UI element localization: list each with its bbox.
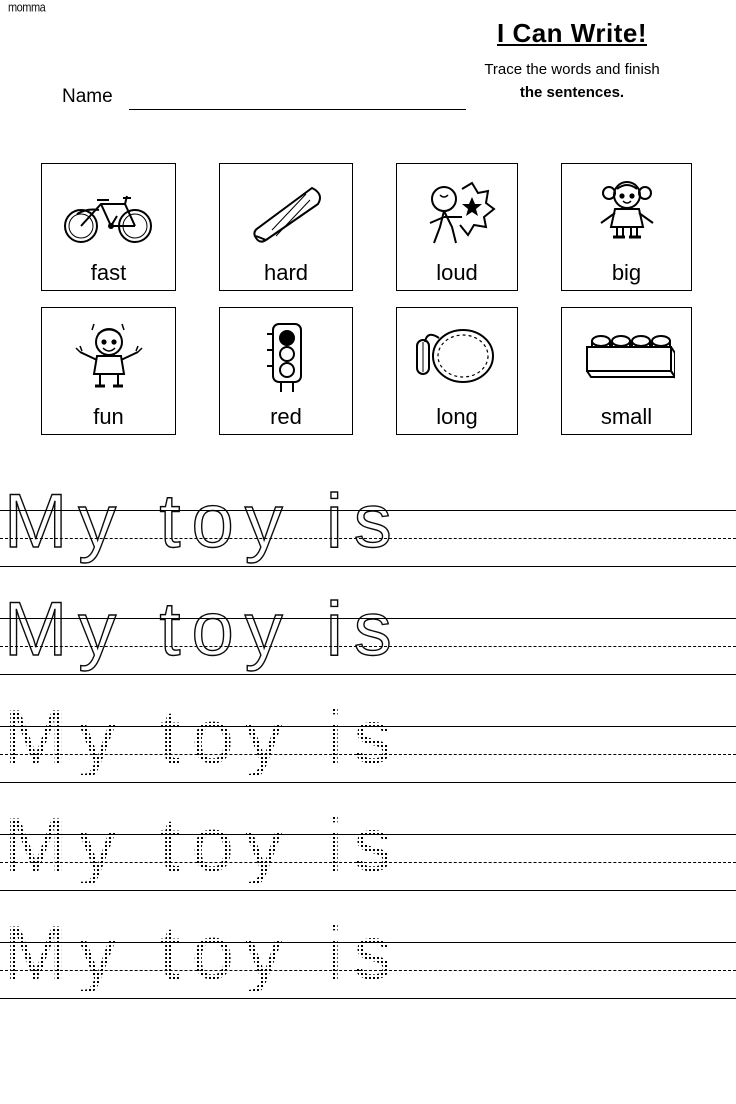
picture-card-fast[interactable] [41, 163, 176, 291]
instructions-line-2: the sentences. [519, 83, 625, 101]
writing-line[interactable] [0, 574, 736, 682]
word-label: long [436, 404, 478, 429]
picture-card-red[interactable] [219, 307, 353, 435]
word-label: hard [263, 260, 309, 285]
trace-prompt-text: My toy is [4, 587, 403, 672]
picture-card-big[interactable] [561, 163, 692, 291]
trace-prompt-text: My toy is [4, 479, 403, 564]
doll-icon [562, 164, 691, 262]
baseball-bat-icon [220, 164, 352, 262]
name-label: Name [62, 86, 113, 107]
instructions [422, 59, 722, 104]
line-bottom-rule [0, 566, 736, 567]
line-bottom-rule [0, 890, 736, 891]
traffic-light-icon [220, 308, 352, 406]
writing-line[interactable] [0, 790, 736, 898]
shouting-megaphone-icon [397, 164, 517, 262]
trace-prompt-text: My toy is [4, 803, 403, 888]
lego-brick-icon [562, 308, 691, 406]
handwriting-practice-area [0, 466, 736, 1006]
writing-line[interactable] [0, 682, 736, 790]
bicycle-icon [42, 164, 175, 262]
word-label: small [600, 404, 653, 429]
picture-card-hard[interactable] [219, 163, 353, 291]
trace-prompt-text: My toy is [4, 695, 403, 780]
picture-row [0, 163, 736, 291]
picture-card-fun[interactable] [41, 307, 176, 435]
line-bottom-rule [0, 782, 736, 783]
word-label: loud [436, 260, 478, 285]
writing-line[interactable] [0, 466, 736, 574]
instructions-line-1: Trace the words and finish [484, 61, 660, 78]
line-bottom-rule [0, 998, 736, 999]
picture-card-long[interactable] [396, 307, 518, 435]
trace-prompt-text: My toy is [4, 911, 403, 996]
line-bottom-rule [0, 674, 736, 675]
worksheet-header [422, 18, 722, 104]
happy-child-icon [42, 308, 175, 406]
picture-row [0, 307, 736, 435]
picture-word-grid [0, 163, 736, 451]
word-label: fun [93, 404, 124, 429]
name-input[interactable] [129, 91, 466, 110]
picture-card-small[interactable] [561, 307, 692, 435]
page-title: I Can Write! [497, 18, 647, 48]
jump-rope-icon [397, 308, 517, 406]
word-label: big [611, 260, 642, 285]
site-logo: momma [8, 1, 46, 15]
name-field-row [62, 86, 466, 110]
word-label: red [270, 404, 302, 429]
writing-line[interactable] [0, 898, 736, 1006]
word-label: fast [90, 260, 127, 285]
picture-card-loud[interactable] [396, 163, 518, 291]
